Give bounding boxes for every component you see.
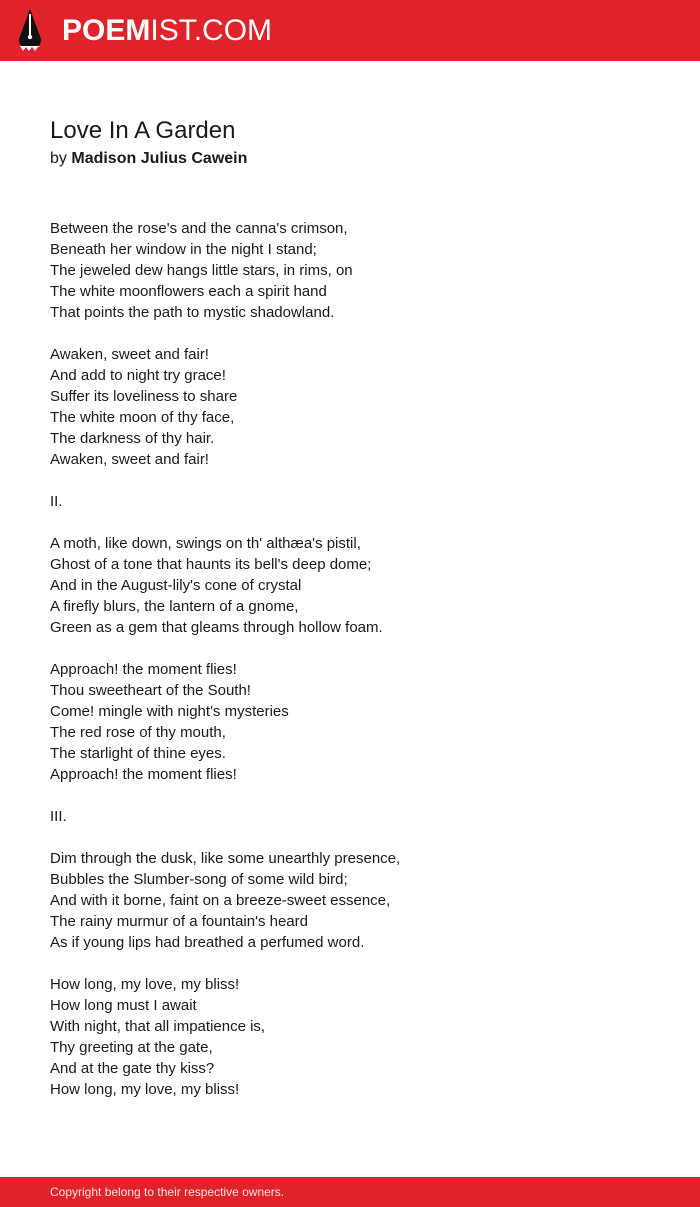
poem-line: How long must I await: [50, 997, 197, 1014]
brand-bold-text: POEM: [62, 14, 151, 47]
poem-line: Green as a gem that gleams through hollow foam.: [50, 619, 383, 636]
poem-stanza: [50, 806, 650, 827]
poem-byline: [50, 148, 247, 170]
poem-stanza: [50, 533, 650, 638]
poem-title: Love In A Garden: [50, 117, 236, 144]
poem-line: Awaken, sweet and fair!: [50, 451, 209, 468]
poem-line: With night, that all impatience is,: [50, 1018, 266, 1035]
poem-line: Suffer its loveliness to share: [50, 388, 238, 405]
poem-line: Awaken, sweet and fair!: [50, 346, 209, 363]
poem-stanza: [50, 848, 650, 953]
site-logo-text[interactable]: [62, 13, 272, 49]
poem-line: Dim through the dusk, like some unearthly presence,: [50, 850, 401, 867]
poem-line: Beneath her window in the night I stand;: [50, 241, 317, 258]
pen-nib-icon[interactable]: [18, 9, 42, 51]
poem-line: And at the gate thy kiss?: [50, 1060, 215, 1077]
poem-line: Ghost of a tone that haunts its bell's deep dome;: [50, 556, 372, 573]
poem-line: The starlight of thine eyes.: [50, 745, 226, 762]
site-footer: [0, 1177, 700, 1207]
poem-line: Between the rose's and the canna's crimson,: [50, 220, 348, 237]
poem-line: II.: [50, 493, 63, 510]
poem-line: The rainy murmur of a fountain's heard: [50, 913, 308, 930]
poem-line: The darkness of thy hair.: [50, 430, 215, 447]
poem-author: Madison Julius Cawein: [71, 150, 248, 167]
poem-line: How long, my love, my bliss!: [50, 976, 240, 993]
brand-light-text: IST.COM: [150, 14, 273, 47]
poem-line: Come! mingle with night's mysteries: [50, 703, 289, 720]
by-label: by: [50, 150, 67, 167]
poem-body: [50, 218, 650, 1121]
poem-line: Approach! the moment flies!: [50, 766, 237, 783]
poem-line: And in the August-lily's cone of crystal: [50, 577, 302, 594]
poem-line: And with it borne, faint on a breeze-sweet essence,: [50, 892, 391, 909]
site-header: [0, 0, 700, 61]
poem-stanza: [50, 659, 650, 785]
poem-line: The white moon of thy face,: [50, 409, 235, 426]
copyright-text: Copyright belong to their respective owners.: [50, 1185, 285, 1199]
poem-line: III.: [50, 808, 67, 825]
poem-line: The red rose of thy mouth,: [50, 724, 226, 741]
poem-stanza: [50, 974, 650, 1100]
poem-line: A moth, like down, swings on th' althæa's pistil,: [50, 535, 361, 552]
poem-stanza: [50, 218, 650, 323]
poem-line: How long, my love, my bliss!: [50, 1081, 240, 1098]
poem-line: The jeweled dew hangs little stars, in rims, on: [50, 262, 353, 279]
poem-line: As if young lips had breathed a perfumed word.: [50, 934, 365, 951]
poem-line: Thy greeting at the gate,: [50, 1039, 213, 1056]
poem-line: Thou sweetheart of the South!: [50, 682, 251, 699]
poem-line: And add to night try grace!: [50, 367, 226, 384]
poem-line: Bubbles the Slumber-song of some wild bird;: [50, 871, 348, 888]
poem-stanza: [50, 491, 650, 512]
poem-line: The white moonflowers each a spirit hand: [50, 283, 327, 300]
poem-stanza: [50, 344, 650, 470]
poem-line: Approach! the moment flies!: [50, 661, 237, 678]
poem-line: A firefly blurs, the lantern of a gnome,: [50, 598, 299, 615]
poem-line: That points the path to mystic shadowland.: [50, 304, 335, 321]
